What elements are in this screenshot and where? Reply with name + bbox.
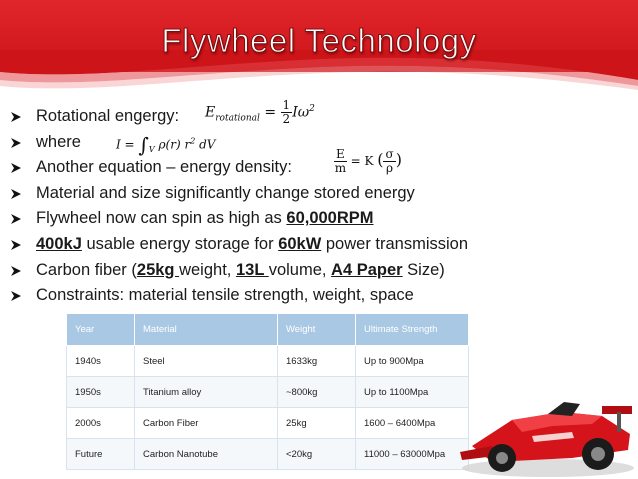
cell-material: Carbon Nanotube (135, 439, 278, 470)
cell-weight: <20kg (278, 439, 356, 470)
bullet-list (10, 104, 530, 309)
bullet-text: weight, (179, 260, 236, 279)
table-header-row (67, 314, 469, 346)
highlight-power: 60kW (278, 234, 322, 253)
highlight-energy: 400kJ (36, 234, 82, 253)
bullet-rpm (10, 206, 530, 232)
cell-year: Future (67, 439, 135, 470)
equation-moment-of-inertia: $I = \int_V$ ρ(r) $r^2$ dV (116, 133, 216, 157)
bullet-carbon-fiber (10, 258, 530, 284)
arrow-bullet-icon (10, 265, 22, 277)
bullet-where (10, 130, 530, 156)
table-row (67, 439, 469, 470)
bullet-text: Carbon fiber ( (36, 260, 137, 279)
arrow-bullet-icon (10, 290, 22, 302)
bullet-text: usable energy storage for (81, 234, 279, 253)
cell-strength: Up to 900Mpa (356, 346, 469, 377)
cell-weight: ~800kg (278, 377, 356, 408)
cell-material: Carbon Fiber (135, 408, 278, 439)
column-header-material: Material (135, 314, 278, 346)
equation-energy-density: $\frac{E}{m}$ = K ( $\frac{\sigma}{\rho}$ ) (334, 147, 402, 175)
table-row (67, 377, 469, 408)
cell-material: Titanium alloy (135, 377, 278, 408)
cell-weight: 25kg (278, 408, 356, 439)
bullet-text: Size) (402, 260, 445, 279)
highlight-rpm: 60,000RPM (286, 209, 374, 228)
bullet-energy-density (10, 155, 530, 181)
highlight-weight: 25kg (136, 260, 180, 279)
arrow-bullet-icon (10, 111, 22, 123)
bullet-text: where (36, 132, 81, 151)
bullet-text: Flywheel now can spin as high as (36, 209, 287, 228)
column-header-weight: Weight (278, 314, 356, 346)
bullet-text: Constraints: material tensile strength, weight, space (36, 286, 414, 305)
table-row (67, 408, 469, 439)
bullet-text: Material and size significantly change stored energy (36, 183, 415, 202)
bullet-storage (10, 232, 530, 258)
equation-rotational-energy: $E_{rotational}$ = $\frac{1}{2}$ $I\omega^2$ (205, 98, 315, 126)
cell-material: Steel (135, 346, 278, 377)
bullet-text: Another equation – energy density: (36, 158, 292, 177)
bullet-constraints (10, 283, 530, 309)
materials-table (66, 313, 469, 470)
cell-strength: 11000 – 63000Mpa (356, 439, 469, 470)
cell-year: 2000s (67, 408, 135, 439)
column-header-strength: Ultimate Strength (356, 314, 469, 346)
arrow-bullet-icon (10, 213, 22, 225)
cell-strength: Up to 1100Mpa (356, 377, 469, 408)
cell-year: 1940s (67, 346, 135, 377)
cell-year: 1950s (67, 377, 135, 408)
arrow-bullet-icon (10, 137, 22, 149)
highlight-volume: 13L (235, 260, 269, 279)
arrow-bullet-icon (10, 162, 22, 174)
arrow-bullet-icon (10, 188, 22, 200)
bullet-material-size (10, 181, 530, 207)
highlight-size: A4 Paper (331, 260, 403, 279)
column-header-year: Year (67, 314, 135, 346)
arrow-bullet-icon (10, 239, 22, 251)
race-car-icon (452, 376, 638, 479)
slide-title: Flywheel Technology (161, 22, 477, 59)
cell-weight: 1633kg (278, 346, 356, 377)
bullet-text: power transmission (321, 234, 469, 253)
bullet-text: Rotational engergy: (36, 107, 180, 125)
cell-strength: 1600 – 6400Mpa (356, 408, 469, 439)
bullet-text: volume, (268, 260, 332, 279)
table-row (67, 346, 469, 377)
